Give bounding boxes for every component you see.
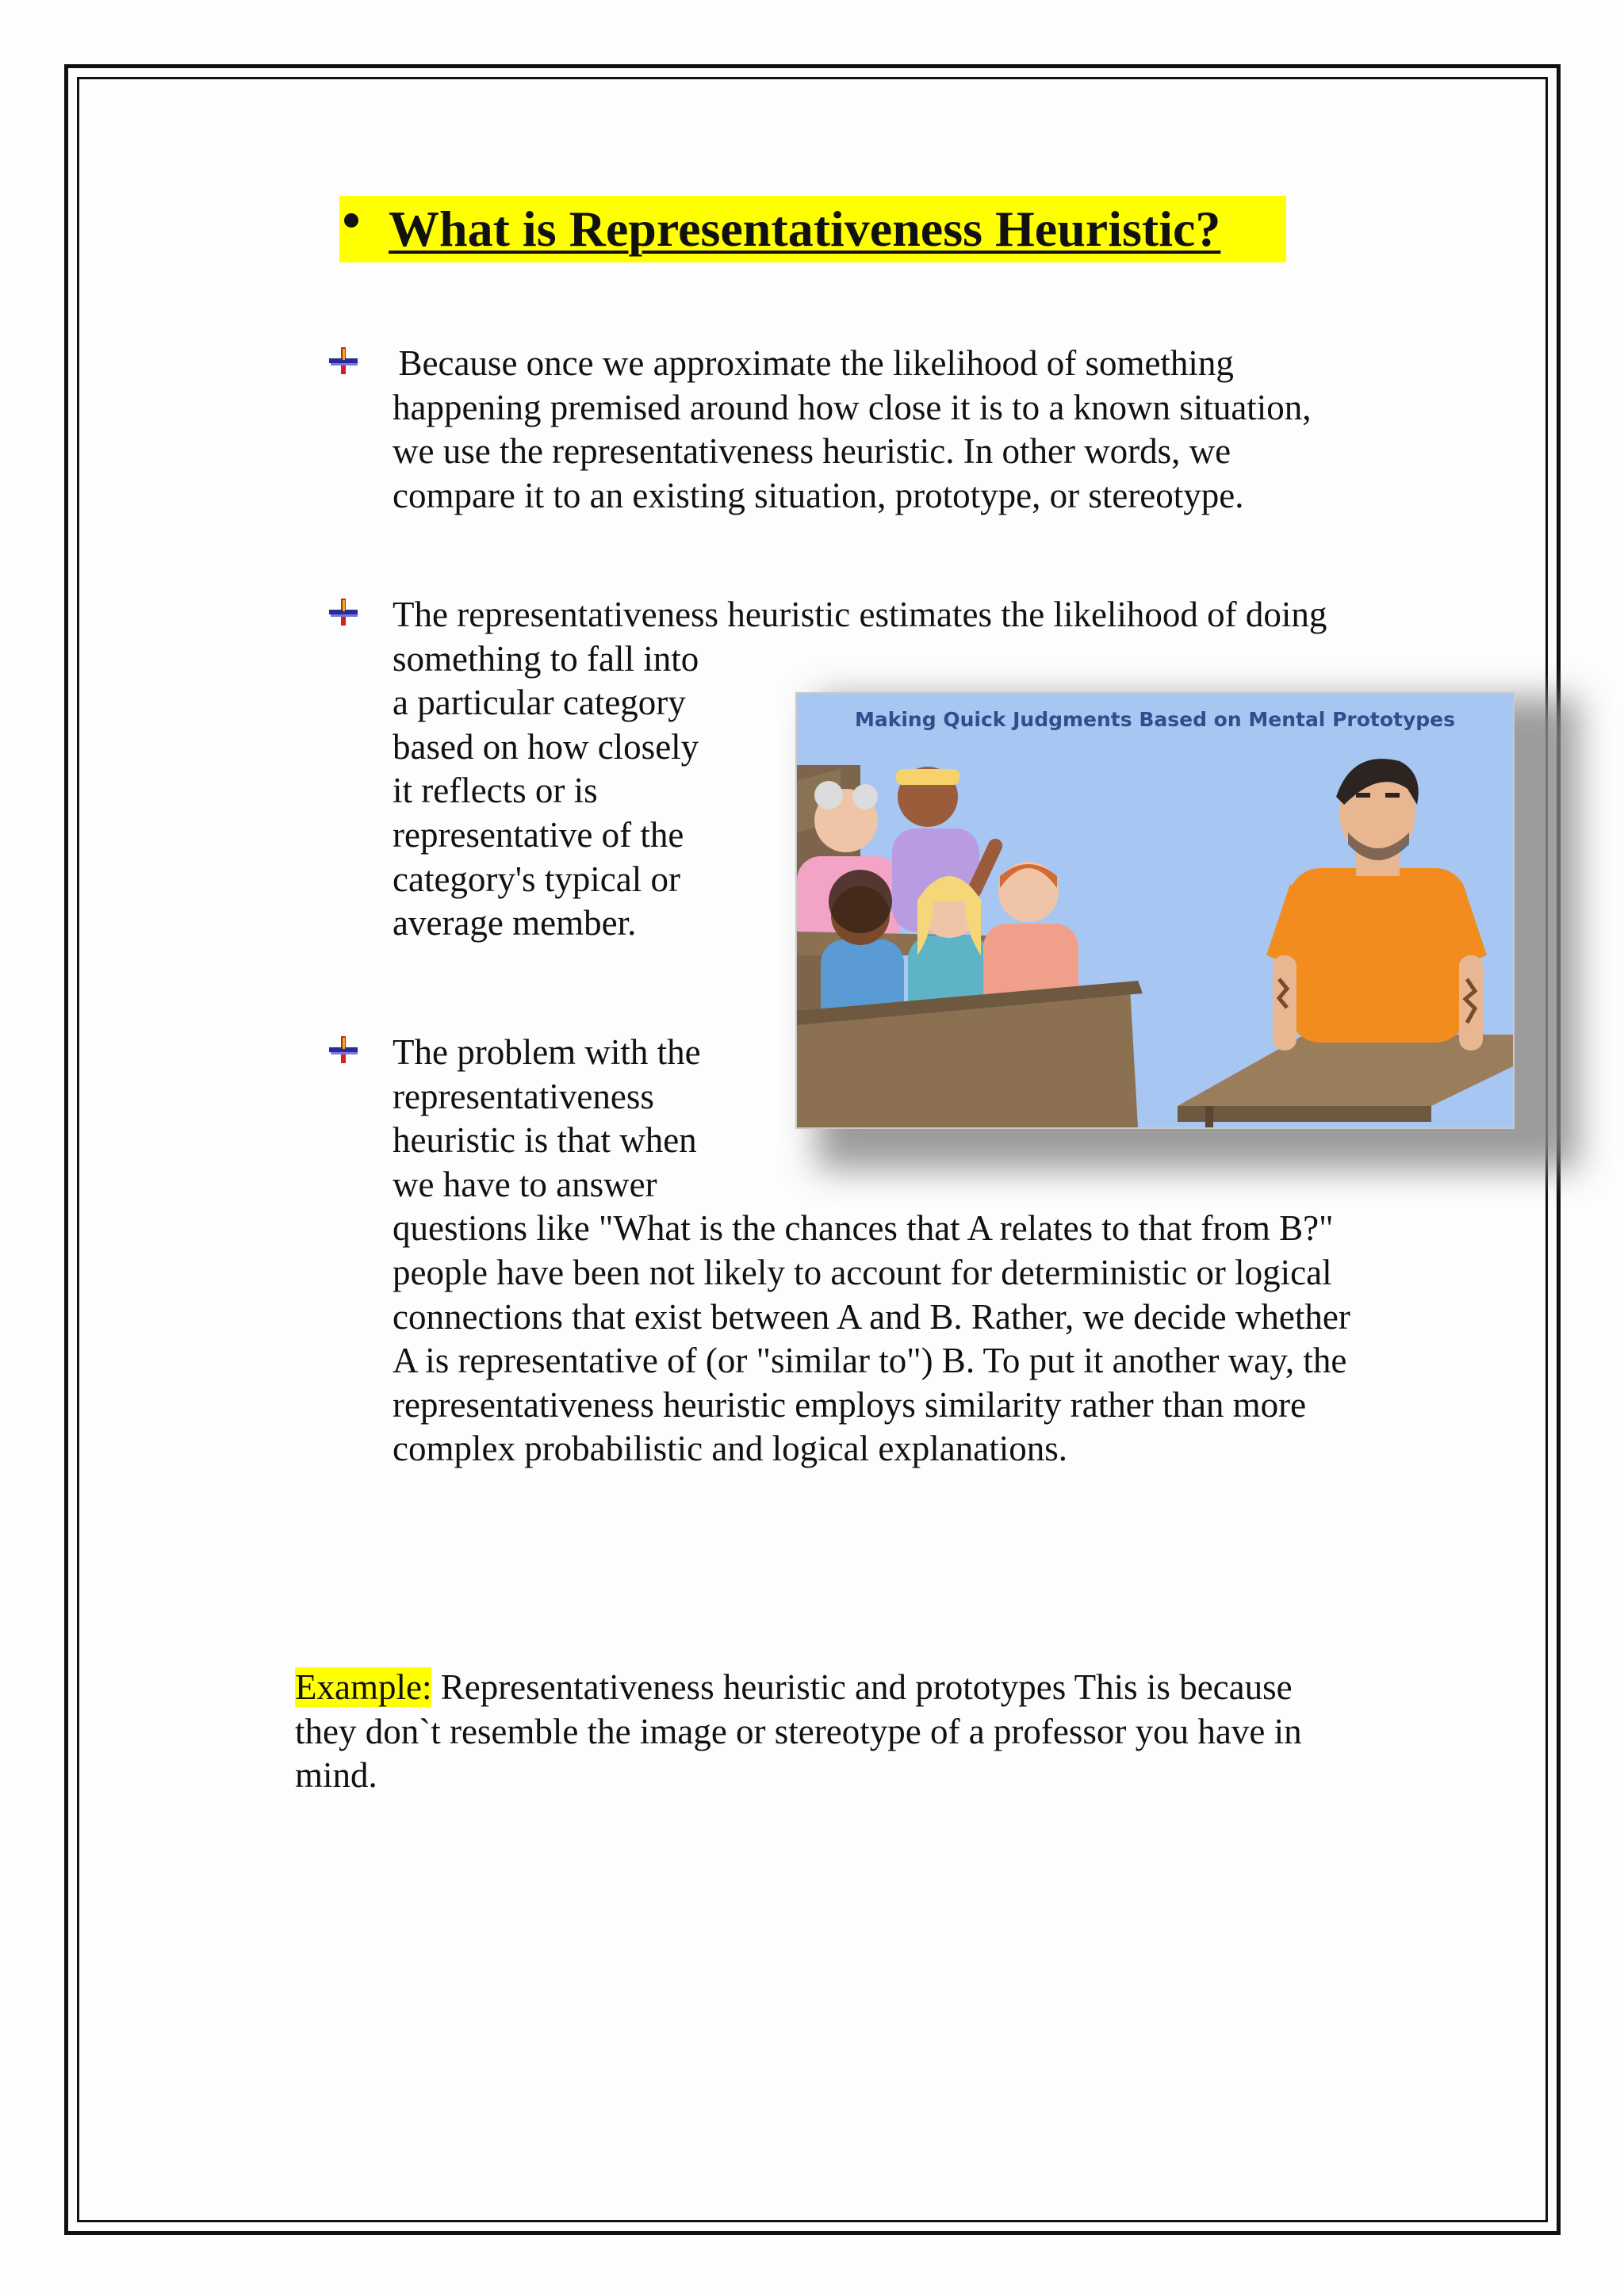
example-line: they don`t resemble the image or stereotype of a professor you have in [295,1711,1302,1751]
four-pointed-star-bullet-icon [327,597,359,629]
four-pointed-star-bullet-icon [327,1035,359,1066]
text-line: people have been not likely to account for deterministic or logical [393,1253,1332,1292]
text-line: representative of the [393,815,684,855]
text-line: Because once we approximate the likelihood of something [381,343,1234,383]
courtroom-illustration [797,694,1513,1127]
text-line: heuristic is that when [393,1120,697,1161]
text-line: questions like "What is the chances that A relates to that from B?" [393,1208,1334,1249]
text-line: compare it to an existing situation, prototype, or stereotype. [393,475,1244,515]
text-line: complex probabilistic and logical explanations. [393,1429,1068,1469]
text-line: The representativeness heuristic estimates the likelihood of doing [393,595,1327,634]
text-line: it reflects or is [393,771,598,811]
example-label: Example: [295,1667,432,1707]
text-line: based on how closely [393,726,699,767]
figure-caption: Making Quick Judgments Based on Mental Prototypes [854,708,1456,731]
page-title: What is Representativeness Heuristic? [389,201,1221,257]
example-text: Representativeness heuristic and prototypes This is because [431,1667,1293,1707]
text-line: a particular category [393,683,686,723]
text-line: average member. [393,903,637,943]
text-line: connections that exist between A and B. Rather, we decide whether [393,1296,1350,1337]
text-line: representativeness [393,1076,654,1116]
example-line: mind. [295,1755,377,1796]
illustration-figure [797,694,1513,1127]
disc-bullet-icon [344,213,358,228]
text-line: category's typical or [393,859,680,899]
example-paragraph [295,1666,1302,1798]
text-line: we have to answer [393,1164,657,1204]
text-line: A is representative of (or "similar to") B. To put it another way, the [393,1341,1347,1381]
heading-highlight [339,196,1286,262]
text-line: we use the representativeness heuristic. In other words, we [393,431,1231,472]
example-line [295,1666,1302,1710]
text-line: representativeness heuristic employs similarity rather than more [393,1384,1307,1425]
text-line: The problem with the [393,1032,701,1072]
text-line: happening premised around how close it is to a known situation, [393,387,1312,427]
text-line: something to fall into [393,638,699,679]
four-pointed-star-bullet-icon [327,346,359,377]
